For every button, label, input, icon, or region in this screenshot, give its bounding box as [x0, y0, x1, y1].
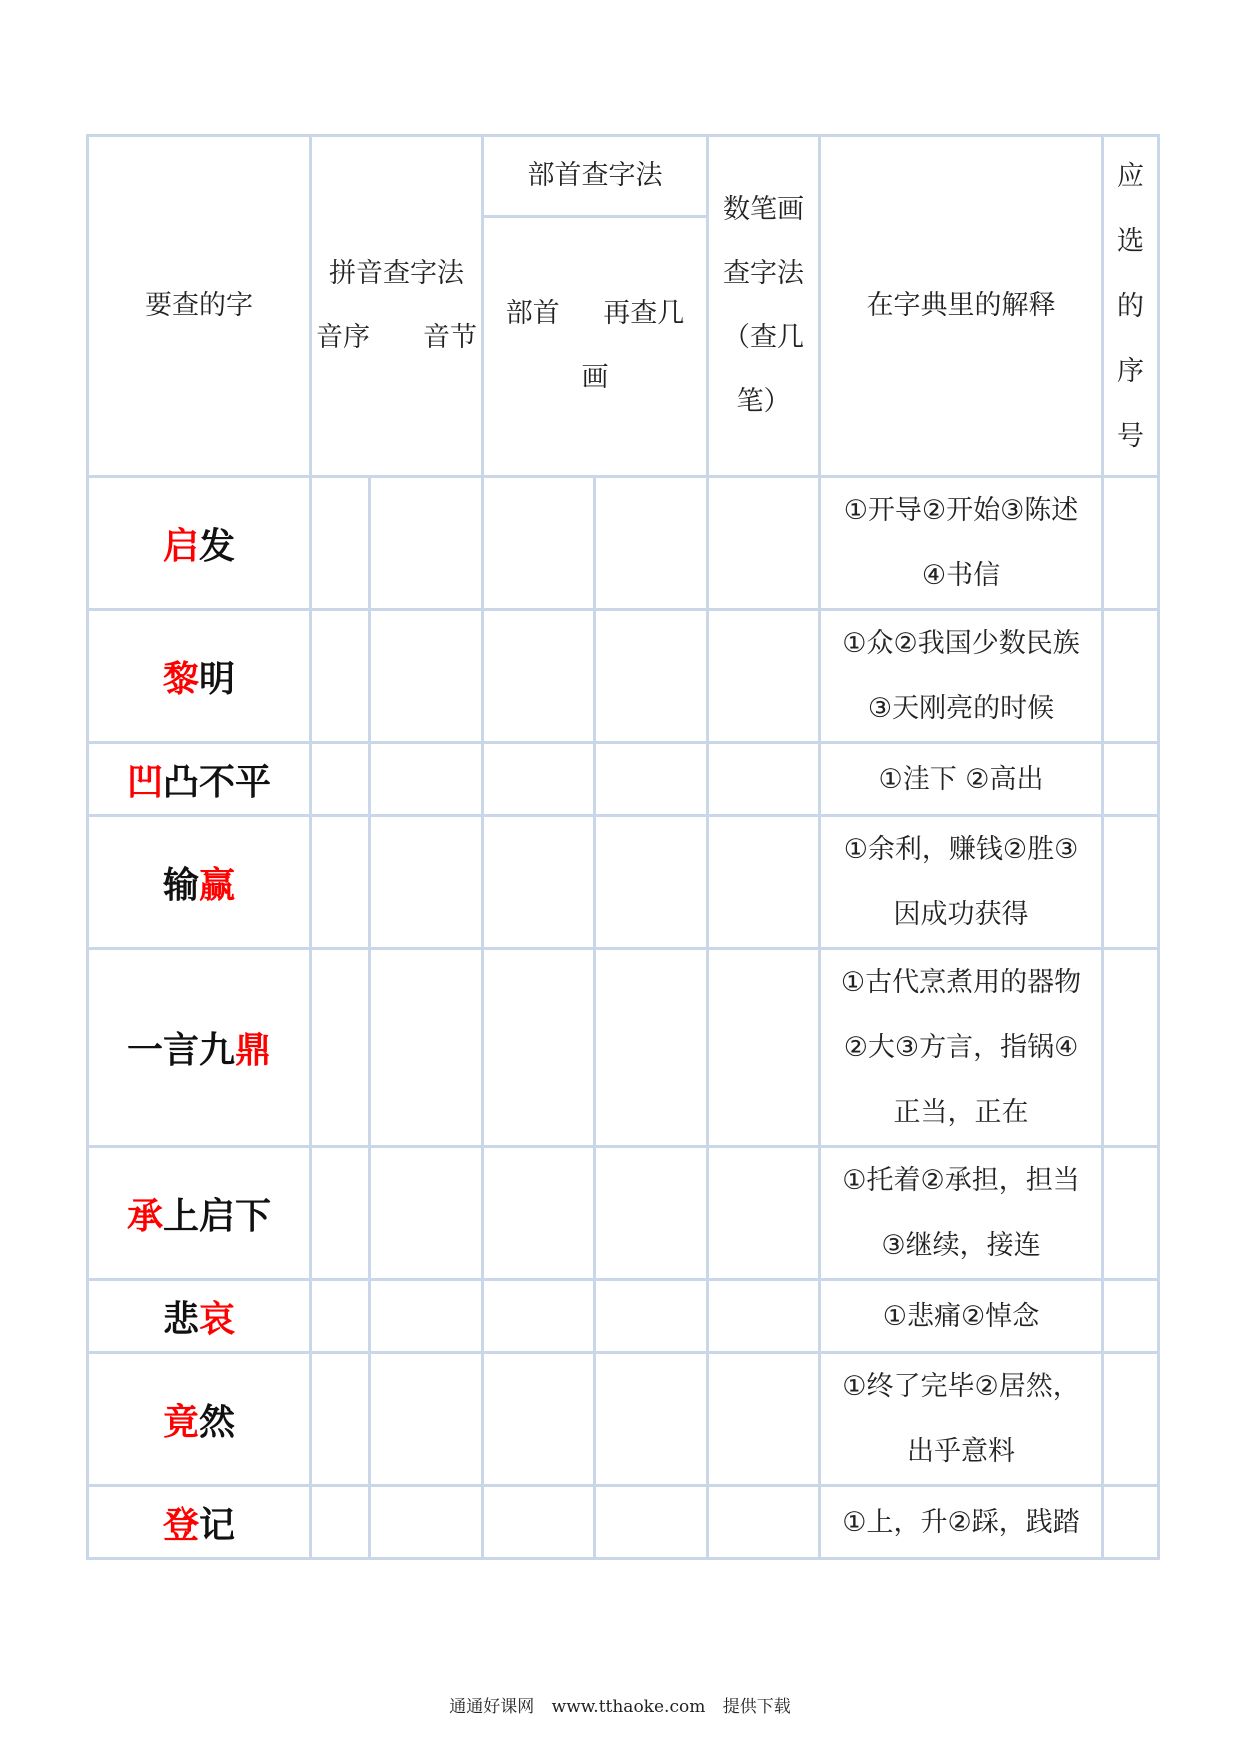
extra-strokes-cell[interactable]: [595, 743, 708, 816]
highlighted-character: 赢: [199, 864, 236, 906]
lookup-word: [163, 865, 235, 906]
explanation-line: ①上，升②踩，践踏: [842, 1506, 1080, 1538]
explanation-cell: [820, 949, 1103, 1147]
pinyin-syllable-cell[interactable]: [370, 1280, 483, 1353]
extra-strokes-cell[interactable]: [595, 816, 708, 949]
word-cell: [88, 949, 311, 1147]
word-cell: [88, 743, 311, 816]
explanation-line: ①众②我国少数民族: [842, 628, 1080, 659]
extra-strokes-cell[interactable]: [595, 610, 708, 743]
explanation-line: ③继续，接连: [881, 1230, 1041, 1261]
lookup-word: [163, 1299, 235, 1340]
stroke-count-cell[interactable]: [708, 1280, 820, 1353]
explanation-line: ①古代烹煮用的器物: [840, 967, 1082, 998]
choice-number-cell[interactable]: [1103, 743, 1159, 816]
header-radical: 部首查字法: [483, 136, 708, 217]
explanation-line: ①悲痛②悼念: [882, 1300, 1040, 1332]
word-remainder: 明: [199, 658, 236, 700]
explanation-line: ①终了完毕②居然，: [842, 1371, 1080, 1402]
pinyin-syllable-cell[interactable]: [370, 743, 483, 816]
header-stroke-count: 数笔画 查字法 （查几 笔）: [708, 136, 820, 477]
highlighted-character: 哀: [199, 1298, 236, 1340]
radical-cell[interactable]: [483, 610, 595, 743]
explanation-cell: [820, 743, 1103, 816]
header-explanation: 在字典里的解释: [820, 136, 1103, 477]
highlighted-character: 启: [162, 525, 199, 567]
table-row: [88, 949, 1159, 1147]
radical-cell[interactable]: [483, 816, 595, 949]
highlighted-character: 承: [126, 1195, 163, 1237]
pinyin-syllable-cell[interactable]: [370, 1486, 483, 1559]
explanation-cell: [820, 1280, 1103, 1353]
pinyin-syllable-cell[interactable]: [370, 949, 483, 1147]
pinyin-initial-cell[interactable]: [311, 1486, 370, 1559]
pinyin-initial-cell[interactable]: [311, 477, 370, 610]
header-word: 要查的字: [88, 136, 311, 477]
lookup-word: [127, 1196, 271, 1237]
table-row: [88, 1147, 1159, 1280]
explanation-cell: [820, 1486, 1103, 1559]
footer-site-name: 通通好课网: [449, 1697, 535, 1717]
pinyin-syllable-cell[interactable]: [370, 477, 483, 610]
word-remainder: 输: [162, 864, 199, 906]
page-footer: [0, 1692, 1240, 1717]
lookup-word: [127, 762, 271, 803]
explanation-line: ①余利，赚钱②胜③: [843, 834, 1079, 865]
word-cell: [88, 1486, 311, 1559]
pinyin-syllable-cell[interactable]: [370, 610, 483, 743]
stroke-count-cell[interactable]: [708, 610, 820, 743]
pinyin-initial-cell[interactable]: [311, 743, 370, 816]
highlighted-character: 登: [162, 1504, 199, 1546]
table-row: [88, 610, 1159, 743]
table-row: [88, 816, 1159, 949]
word-remainder: 凸不平: [163, 761, 272, 803]
choice-number-cell[interactable]: [1103, 816, 1159, 949]
radical-cell[interactable]: [483, 1147, 595, 1280]
explanation-line: ②大③方言，指锅④: [843, 1032, 1079, 1063]
radical-cell[interactable]: [483, 1280, 595, 1353]
stroke-count-cell[interactable]: [708, 743, 820, 816]
pinyin-initial-cell[interactable]: [311, 949, 370, 1147]
word-remainder: 悲: [162, 1298, 199, 1340]
stroke-count-cell[interactable]: [708, 1147, 820, 1280]
stroke-count-cell[interactable]: [708, 816, 820, 949]
table-row: [88, 1486, 1159, 1559]
explanation-line: ①托着②承担，担当: [842, 1165, 1080, 1196]
pinyin-initial-cell[interactable]: [311, 1353, 370, 1486]
choice-number-cell[interactable]: [1103, 1147, 1159, 1280]
pinyin-syllable-cell[interactable]: [370, 1353, 483, 1486]
extra-strokes-cell[interactable]: [595, 1280, 708, 1353]
explanation-cell: [820, 477, 1103, 610]
pinyin-initial-cell[interactable]: [311, 1147, 370, 1280]
explanation-line: 因成功获得: [893, 899, 1029, 930]
stroke-count-cell[interactable]: [708, 1353, 820, 1486]
choice-number-cell[interactable]: [1103, 1486, 1159, 1559]
highlighted-character: 黎: [162, 658, 199, 700]
explanation-line: 正当，正在: [893, 1097, 1029, 1128]
explanation-cell: [820, 816, 1103, 949]
dictionary-exercise-sheet: [86, 134, 1157, 1659]
word-remainder: 一言九: [126, 1030, 235, 1071]
radical-cell[interactable]: [483, 949, 595, 1147]
word-remainder: 发: [199, 525, 236, 567]
lookup-word: [163, 1402, 235, 1443]
footer-url[interactable]: www.tthaoke.com: [551, 1697, 706, 1717]
choice-number-cell[interactable]: [1103, 477, 1159, 610]
table-row: [88, 1280, 1159, 1353]
choice-number-cell[interactable]: [1103, 1353, 1159, 1486]
explanation-line: ④书信: [921, 560, 1001, 591]
extra-strokes-cell[interactable]: [595, 477, 708, 610]
word-remainder: 上启下: [163, 1195, 272, 1237]
explanation-line: ③天刚亮的时候: [867, 693, 1055, 724]
extra-strokes-cell[interactable]: [595, 1147, 708, 1280]
lookup-word: [163, 659, 235, 700]
word-cell: [88, 477, 311, 610]
pinyin-initial-cell[interactable]: [311, 610, 370, 743]
word-cell: [88, 816, 311, 949]
stroke-count-cell[interactable]: [708, 477, 820, 610]
stroke-count-cell[interactable]: [708, 949, 820, 1147]
header-radical-sub: 部首 再查几 画: [483, 216, 708, 476]
choice-number-cell[interactable]: [1103, 1280, 1159, 1353]
header-pinyin: 拼音查字法 音序 音节: [311, 136, 483, 477]
choice-number-cell[interactable]: [1103, 610, 1159, 743]
radical-cell[interactable]: [483, 1486, 595, 1559]
table-row: [88, 743, 1159, 816]
pinyin-initial-cell[interactable]: [311, 816, 370, 949]
header-row-1: [88, 136, 1159, 217]
radical-cell[interactable]: [483, 1353, 595, 1486]
word-cell: [88, 1353, 311, 1486]
explanation-line: ①洼下 ②高出: [878, 763, 1044, 795]
radical-cell[interactable]: [483, 743, 595, 816]
lookup-word: [163, 1505, 235, 1546]
word-remainder: 记: [199, 1504, 236, 1546]
header-choice-number: 应 选 的 序 号: [1103, 136, 1159, 477]
explanation-line: ①开导②开始③陈述: [843, 495, 1079, 526]
table-row: [88, 1353, 1159, 1486]
lookup-word: [163, 526, 235, 567]
choice-number-cell[interactable]: [1103, 949, 1159, 1147]
explanation-line: 出乎意料: [907, 1436, 1015, 1467]
extra-strokes-cell[interactable]: [595, 1486, 708, 1559]
word-cell: [88, 610, 311, 743]
pinyin-syllable-cell[interactable]: [370, 816, 483, 949]
highlighted-character: 鼎: [235, 1030, 272, 1071]
footer-tail: 提供下载: [722, 1697, 791, 1717]
explanation-cell: [820, 1353, 1103, 1486]
table-row: [88, 477, 1159, 610]
explanation-cell: [820, 1147, 1103, 1280]
lookup-word: [127, 1030, 271, 1071]
explanation-cell: [820, 610, 1103, 743]
extra-strokes-cell[interactable]: [595, 949, 708, 1147]
highlighted-character: 竟: [162, 1401, 199, 1443]
word-cell: [88, 1280, 311, 1353]
extra-strokes-cell[interactable]: [595, 1353, 708, 1486]
pinyin-syllable-cell[interactable]: [370, 1147, 483, 1280]
word-cell: [88, 1147, 311, 1280]
highlighted-character: 凹: [126, 761, 163, 803]
radical-cell[interactable]: [483, 477, 595, 610]
word-remainder: 然: [199, 1401, 236, 1443]
pinyin-initial-cell[interactable]: [311, 1280, 370, 1353]
table-body: [88, 477, 1159, 1559]
stroke-count-cell[interactable]: [708, 1486, 820, 1559]
dictionary-lookup-table: [86, 134, 1160, 1560]
